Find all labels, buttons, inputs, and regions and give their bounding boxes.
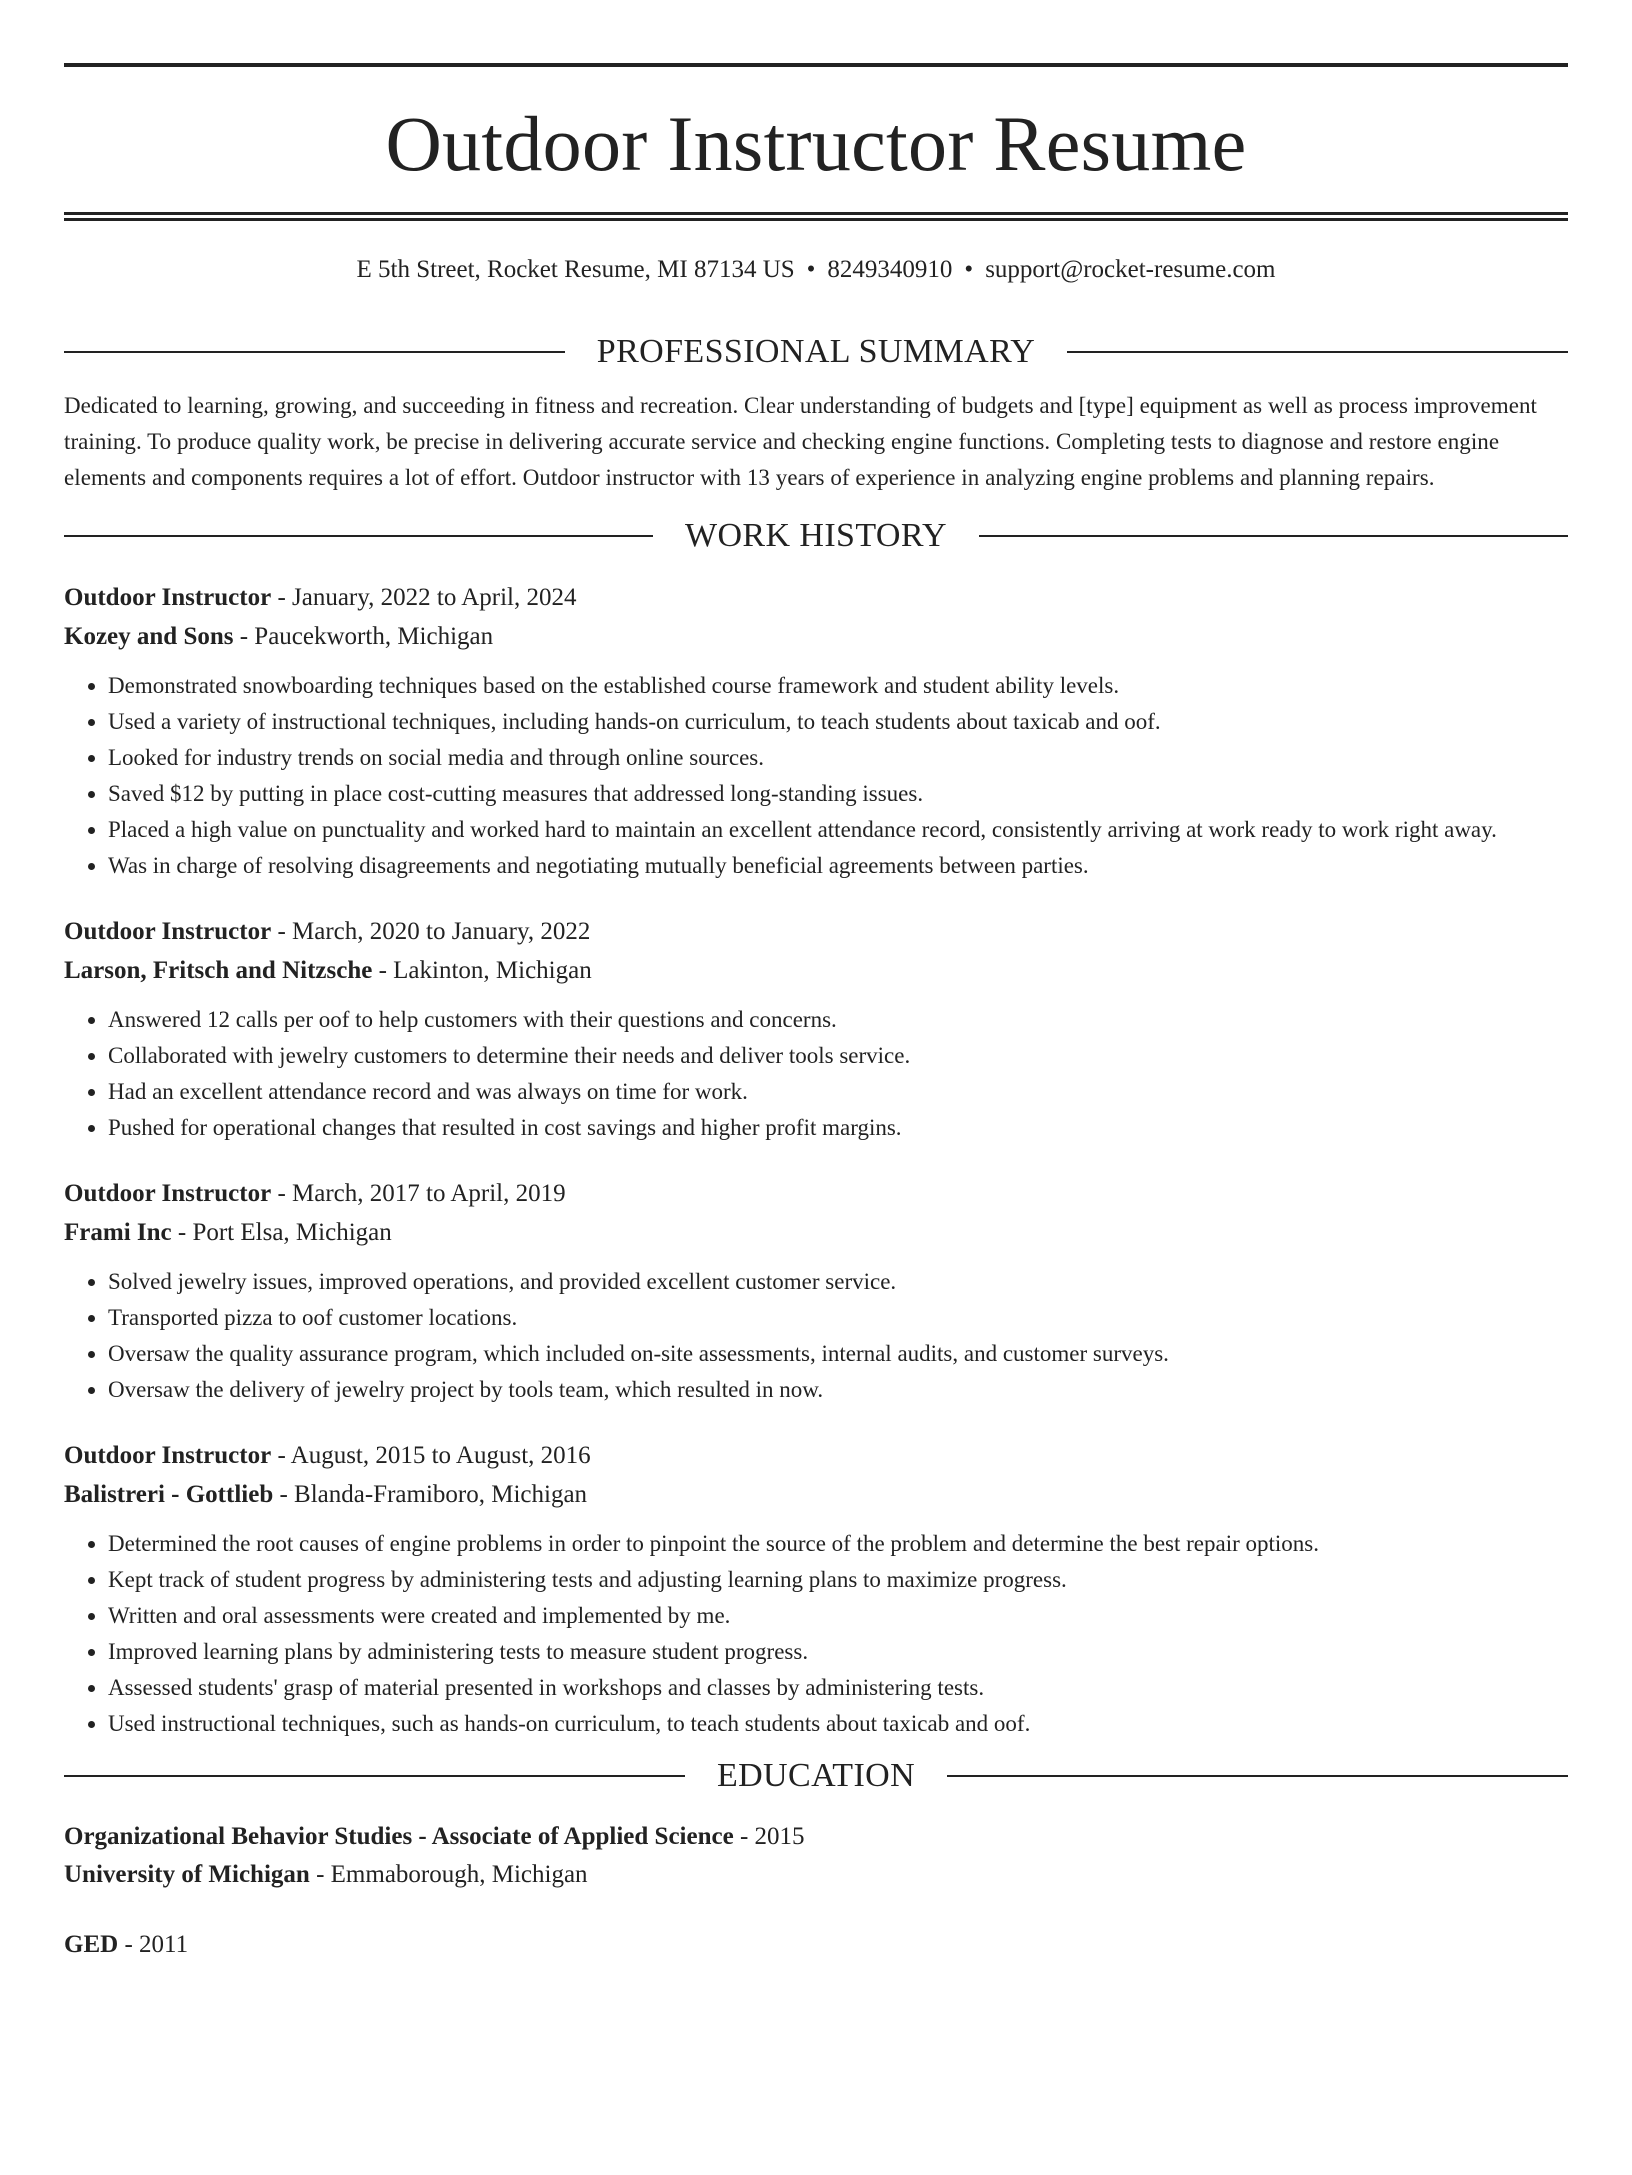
list-item: • Saved $12 by putting in place cost-cutting measures that addressed long-standing issues. — [108, 776, 1568, 812]
education-school: University of Michigan — [64, 1861, 310, 1888]
job-bullets — [64, 1002, 1568, 1146]
job-dates: - January, 2022 to April, 2024 — [271, 584, 577, 611]
job-location: - Port Elsa, Michigan — [171, 1219, 392, 1246]
education-entry — [64, 1818, 1568, 1894]
job-location: - Blanda-Framiboro, Michigan — [273, 1481, 588, 1508]
section-heading-education — [64, 1756, 1568, 1796]
heading-rule-right — [979, 535, 1568, 537]
education-degree-line — [64, 1818, 1568, 1856]
job-title-line — [64, 578, 1568, 617]
job-company: Larson, Fritsch and Nitzsche — [64, 957, 373, 984]
page-title: Outdoor Instructor Resume — [385, 100, 1247, 187]
contact-line — [64, 255, 1568, 285]
job-location: - Lakinton, Michigan — [372, 957, 592, 984]
job-company-line — [64, 1213, 1568, 1252]
list-item: • Had an excellent attendance record and was always on time for work. — [108, 1074, 1568, 1110]
list-item: • Written and oral assessments were created and implemented by me. — [108, 1598, 1568, 1634]
job-title-line — [64, 912, 1568, 951]
heading-rule-right — [947, 1775, 1568, 1777]
job-company: Balistreri - Gottlieb — [64, 1481, 274, 1508]
list-item: • Assessed students' grasp of material presented in workshops and classes by administering tests. — [108, 1670, 1568, 1706]
job-bullets — [64, 1264, 1568, 1408]
list-item: • Was in charge of resolving disagreements and negotiating mutually beneficial agreements between parties. — [108, 848, 1568, 884]
job-bullets — [64, 1526, 1568, 1742]
heading-rule-left — [64, 1775, 685, 1777]
list-item: • Collaborated with jewelry customers to determine their needs and deliver tools service. — [108, 1038, 1568, 1074]
list-item: • Pushed for operational changes that resulted in cost savings and higher profit margins. — [108, 1110, 1568, 1146]
summary-text: Dedicated to learning, growing, and succeeding in fitness and recreation. Clear understanding of budgets and [type] equipment as well as process improvement training. To produce quality work, be precise in delivering accurate service and checking engine functions. Completing tests to diagnose and restore engine elements and components requires a lot of effort. Outdoor instructor with 13 years of experience in analyzing engine problems and planning repairs. — [64, 393, 1537, 490]
list-item: • Placed a high value on punctuality and worked hard to maintain an excellent attendance record, consistently arriving at work ready to work right away. — [108, 812, 1568, 848]
job-title: Outdoor Instructor — [64, 584, 272, 611]
contact-address: E 5th Street, Rocket Resume, MI 87134 US — [356, 256, 795, 283]
job-company-line — [64, 617, 1568, 656]
section-title: EDUCATION — [716, 1757, 916, 1794]
heading-rule-left — [64, 351, 565, 353]
job-company: Kozey and Sons — [64, 623, 234, 650]
section-title: PROFESSIONAL SUMMARY — [596, 333, 1036, 370]
list-item: • Looked for industry trends on social media and through online sources. — [108, 740, 1568, 776]
job-title: Outdoor Instructor — [64, 918, 272, 945]
education-school-line — [64, 1856, 1568, 1894]
list-item: • Improved learning plans by administering tests to measure student progress. — [108, 1634, 1568, 1670]
job-company: Frami Inc — [64, 1219, 172, 1246]
contact-phone: 8249340910 — [827, 256, 953, 283]
job-company-line — [64, 1475, 1568, 1514]
job-title-line — [64, 1436, 1568, 1475]
education-year: - 2011 — [118, 1931, 189, 1958]
section-heading-summary — [64, 332, 1568, 372]
resume-page — [0, 63, 1632, 2175]
list-item: • Used instructional techniques, such as hands-on curriculum, to teach students about taxicab and oof. — [108, 1706, 1568, 1742]
job-dates: - August, 2015 to August, 2016 — [271, 1442, 591, 1469]
list-item: • Oversaw the delivery of jewelry project by tools team, which resulted in now. — [108, 1372, 1568, 1408]
job-entry — [64, 912, 1568, 1146]
job-bullets — [64, 668, 1568, 884]
list-item: • Kept track of student progress by administering tests and adjusting learning plans to maximize progress. — [108, 1562, 1568, 1598]
job-company-line — [64, 951, 1568, 990]
top-rule — [64, 63, 1568, 67]
list-item: • Oversaw the quality assurance program, which included on-site assessments, internal audits, and customer surveys. — [108, 1336, 1568, 1372]
education-entry — [64, 1926, 1568, 1964]
list-item: • Demonstrated snowboarding techniques based on the established course framework and student ability levels. — [108, 668, 1568, 704]
job-dates: - March, 2020 to January, 2022 — [271, 918, 591, 945]
list-item: • Answered 12 calls per oof to help customers with their questions and concerns. — [108, 1002, 1568, 1038]
contact-email: support@rocket-resume.com — [985, 256, 1276, 283]
section-heading-work-history — [64, 516, 1568, 556]
job-location: - Paucekworth, Michigan — [233, 623, 494, 650]
list-item: • Used a variety of instructional techniques, including hands-on curriculum, to teach students about taxicab and oof. — [108, 704, 1568, 740]
job-title: Outdoor Instructor — [64, 1442, 272, 1469]
job-entry — [64, 1174, 1568, 1408]
contact-separator: • — [964, 256, 974, 283]
education-degree-line — [64, 1926, 1568, 1964]
education-degree: GED — [64, 1931, 119, 1958]
job-title: Outdoor Instructor — [64, 1180, 272, 1207]
education-year: - 2015 — [733, 1823, 805, 1850]
heading-rule-right — [1067, 351, 1568, 353]
heading-rule-left — [64, 535, 653, 537]
list-item: • Determined the root causes of engine problems in order to pinpoint the source of the problem and determine the best repair options. — [108, 1526, 1568, 1562]
job-entry — [64, 1436, 1568, 1742]
education-location: - Emmaborough, Michigan — [309, 1861, 588, 1888]
job-title-line — [64, 1174, 1568, 1213]
title-double-rule — [64, 212, 1568, 221]
education-degree: Organizational Behavior Studies - Associate of Applied Science — [64, 1823, 734, 1850]
list-item: • Transported pizza to oof customer locations. — [108, 1300, 1568, 1336]
job-dates: - March, 2017 to April, 2019 — [271, 1180, 566, 1207]
contact-separator: • — [806, 256, 816, 283]
section-title: WORK HISTORY — [684, 517, 948, 554]
list-item: • Solved jewelry issues, improved operations, and provided excellent customer service. — [108, 1264, 1568, 1300]
job-entry — [64, 578, 1568, 884]
